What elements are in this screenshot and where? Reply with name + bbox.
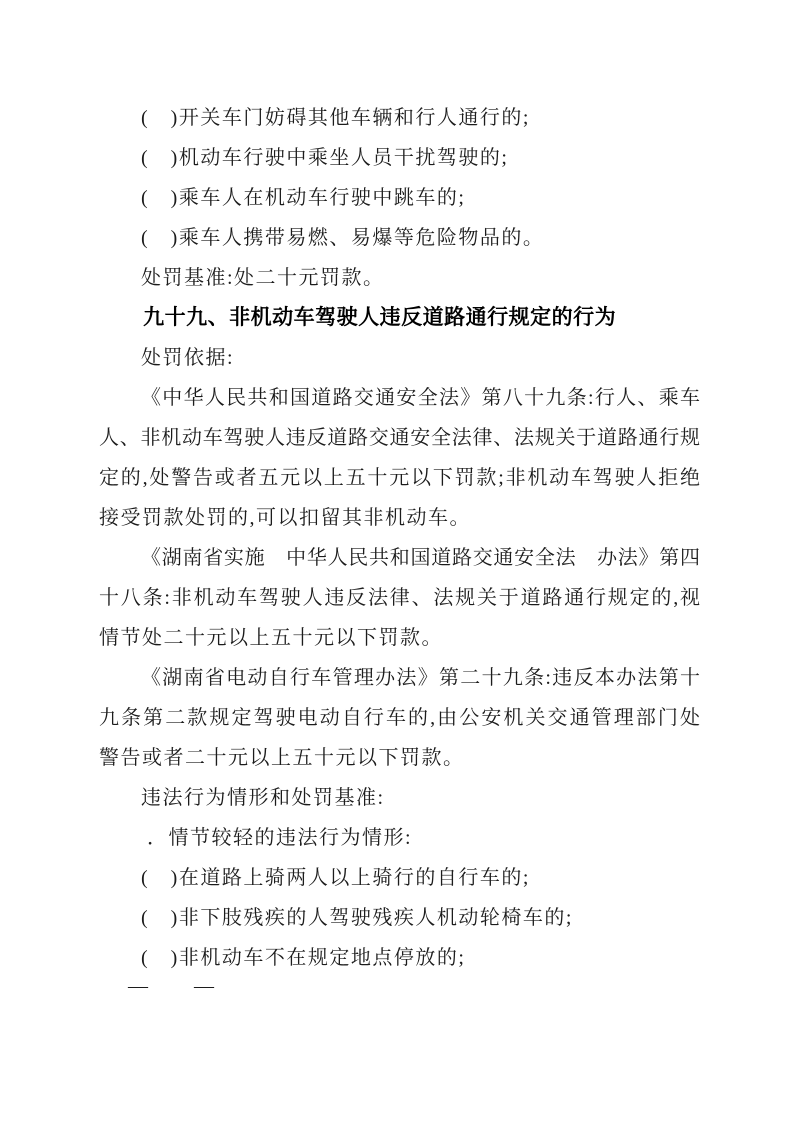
penalty-basis-label: 处罚依据: [141,347,235,369]
violation-list-item: ( )非下肢残疾的人驾驶残疾人机动轮椅车的; [141,907,573,929]
law-citation-line: 《湖南省电动自行车管理办法》第二十九条:违反本办法第十 [141,667,700,689]
violation-list-item: ( )机动车行驶中乘坐人员干扰驾驶的; [141,147,509,169]
document-content [99,98,700,978]
criteria-label: 违法行为情形和处罚基准: [141,787,385,809]
law-citation-line: 情节处二十元以上五十元以下罚款。 [99,627,443,649]
minor-cases-label: ．情节较轻的违法行为情形: [147,827,413,849]
footer-left-dash: — [128,975,148,997]
law-citation-line: 十八条:非机动车驾驶人违反法律、法规关于道路通行规定的,视 [99,587,700,609]
violation-list-item: ( )在道路上骑两人以上骑行的自行车的; [141,867,530,889]
violation-list-item: ( )乘车人在机动车行驶中跳车的; [141,187,466,209]
law-citation-line: 接受罚款处罚的,可以扣留其非机动车。 [99,507,471,529]
law-citation-line: 《中华人民共和国道路交通安全法》第八十九条:行人、乘车 [141,387,700,409]
page-footer [99,966,214,1006]
violation-list-item: ( )乘车人携带易燃、易爆等危险物品的。 [141,227,545,249]
violation-list-item: ( )开关车门妨碍其他车辆和行人通行的; [141,107,530,129]
footer-right-dash: — [194,975,214,997]
penalty-standard-note: 处罚基准:处二十元罚款。 [141,267,385,289]
section-heading: 九十九、非机动车驾驶人违反道路通行规定的行为 [143,306,617,329]
law-citation-line: 定的,处警告或者五元以上五十元以下罚款;非机动车驾驶人拒绝 [99,467,700,489]
law-citation-line: 人、非机动车驾驶人违反道路交通安全法律、法规关于道路通行规 [99,427,700,449]
law-citation-line: 九条第二款规定驾驶电动自行车的,由公安机关交通管理部门处 [99,707,700,729]
law-citation-line: 《湖南省实施 中华人民共和国道路交通安全法 办法》第四 [141,547,700,569]
law-citation-line: 警告或者二十元以上五十元以下罚款。 [99,747,465,769]
violation-list-item: ( )非机动车不在规定地点停放的; [141,947,466,969]
